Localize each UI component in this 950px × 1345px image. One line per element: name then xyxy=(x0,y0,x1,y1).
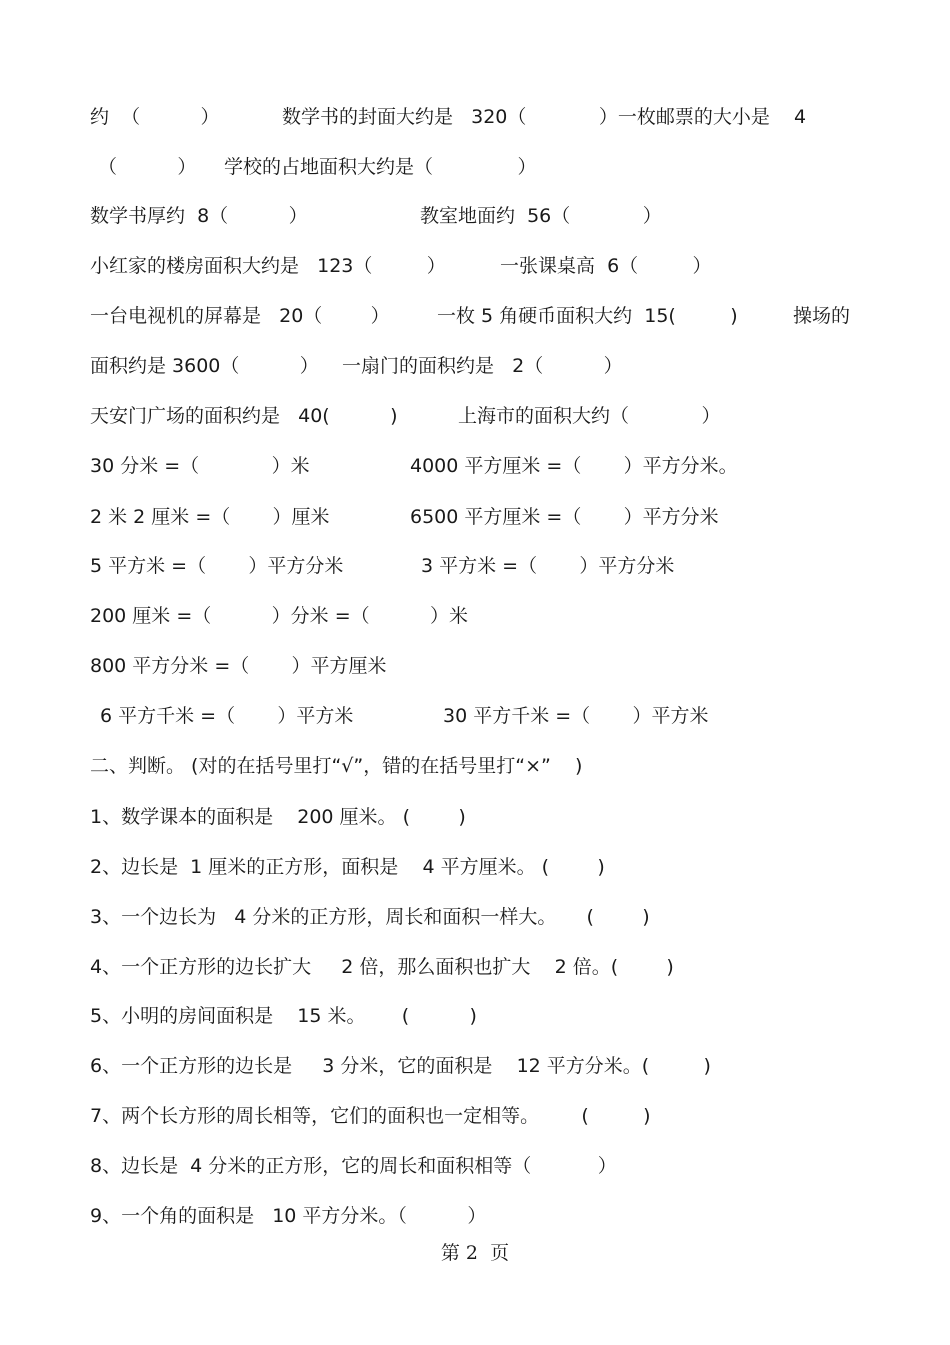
fill-item: 学校的占地面积大约是（ ） xyxy=(224,156,537,178)
fill-item: 3 平方米 =（ ）平方分米 xyxy=(421,555,675,577)
page-number: 第 2 页 xyxy=(440,1242,510,1264)
judgment-item xyxy=(0,850,950,884)
judgment-item xyxy=(0,900,950,934)
judgment-item xyxy=(0,1099,950,1133)
fill-item: 约 （ ） xyxy=(90,106,220,128)
section-title-line xyxy=(0,749,950,783)
fill-line-6 xyxy=(0,349,950,383)
fill-line-1 xyxy=(0,100,950,134)
judgment-text: 5、小明的房间面积是 15 米。 ( ) xyxy=(90,1005,477,1027)
fill-item: 30 平方千米 =（ ）平方米 xyxy=(443,705,709,727)
fill-line-12 xyxy=(0,649,950,683)
fill-item: 上海市的面积大约（ ） xyxy=(458,405,721,427)
fill-line-3 xyxy=(0,199,950,233)
judgment-item xyxy=(0,1049,950,1083)
fill-line-2 xyxy=(0,150,950,184)
fill-line-8 xyxy=(0,449,950,483)
fill-line-7 xyxy=(0,399,950,433)
fill-item: 4000 平方厘米 =（ ）平方分米。 xyxy=(410,455,738,477)
fill-line-5 xyxy=(0,299,950,333)
judgment-text: 6、一个正方形的边长是 3 分米，它的面积是 12 平方分米。( ) xyxy=(90,1055,711,1077)
fill-item: 小红家的楼房面积大约是 123（ ） xyxy=(90,255,446,277)
fill-item: 操场的 xyxy=(793,305,851,327)
fill-item: 教室地面约 56（ ） xyxy=(420,205,662,227)
fill-item: 30 分米 =（ ）米 xyxy=(90,455,310,477)
fill-line-13 xyxy=(0,699,950,733)
fill-item: 面积约是 3600（ ） xyxy=(90,355,319,377)
judgment-text: 9、一个角的面积是 10 平方分米。（ ） xyxy=(90,1205,487,1227)
judgment-text: 2、边长是 1 厘米的正方形，面积是 4 平方厘米。 ( ) xyxy=(90,856,605,878)
fill-item: 数学书厚约 8（ ） xyxy=(90,205,308,227)
judgment-text: 1、数学课本的面积是 200 厘米。 ( ) xyxy=(90,806,466,828)
fill-item: 200 厘米 =（ ）分米 =（ ）米 xyxy=(90,605,469,627)
section-title: 二、判断。 (对的在括号里打“√”，错的在括号里打“×” ) xyxy=(90,755,583,777)
fill-item: 2 米 2 厘米 =（ ）厘米 xyxy=(90,506,330,528)
fill-item: 800 平方分米 =（ ）平方厘米 xyxy=(90,655,387,677)
judgment-item xyxy=(0,999,950,1033)
judgment-item xyxy=(0,1149,950,1183)
fill-line-11 xyxy=(0,599,950,633)
fill-line-10 xyxy=(0,549,950,583)
judgment-text: 3、一个边长为 4 分米的正方形，周长和面积一样大。 ( ) xyxy=(90,906,650,928)
judgment-item xyxy=(0,950,950,984)
fill-item: 一台电视机的屏幕是 20（ ） xyxy=(90,305,390,327)
fill-item: 一枚 5 角硬币面积大约 15( ) xyxy=(437,305,738,327)
fill-item: 数学书的封面大约是 320（ ）一枚邮票的大小是 4 xyxy=(282,106,807,128)
fill-item: 6500 平方厘米 =（ ）平方分米 xyxy=(410,506,719,528)
judgment-text: 8、边长是 4 分米的正方形，它的周长和面积相等（ ） xyxy=(90,1155,617,1177)
fill-item: 一扇门的面积约是 2（ ） xyxy=(342,355,623,377)
fill-item: 天安门广场的面积约是 40( ) xyxy=(90,405,398,427)
fill-item: 5 平方米 =（ ）平方分米 xyxy=(90,555,344,577)
judgment-item xyxy=(0,1199,950,1233)
fill-item: （ ） xyxy=(98,156,197,178)
judgment-text: 4、一个正方形的边长扩大 2 倍，那么面积也扩大 2 倍。( ) xyxy=(90,956,674,978)
judgment-item xyxy=(0,800,950,834)
fill-line-9 xyxy=(0,500,950,534)
judgment-text: 7、两个长方形的周长相等，它们的面积也一定相等。 ( ) xyxy=(90,1105,651,1127)
fill-item: 6 平方千米 =（ ）平方米 xyxy=(100,705,354,727)
fill-line-4 xyxy=(0,249,950,283)
fill-item: 一张课桌高 6（ ） xyxy=(500,255,712,277)
